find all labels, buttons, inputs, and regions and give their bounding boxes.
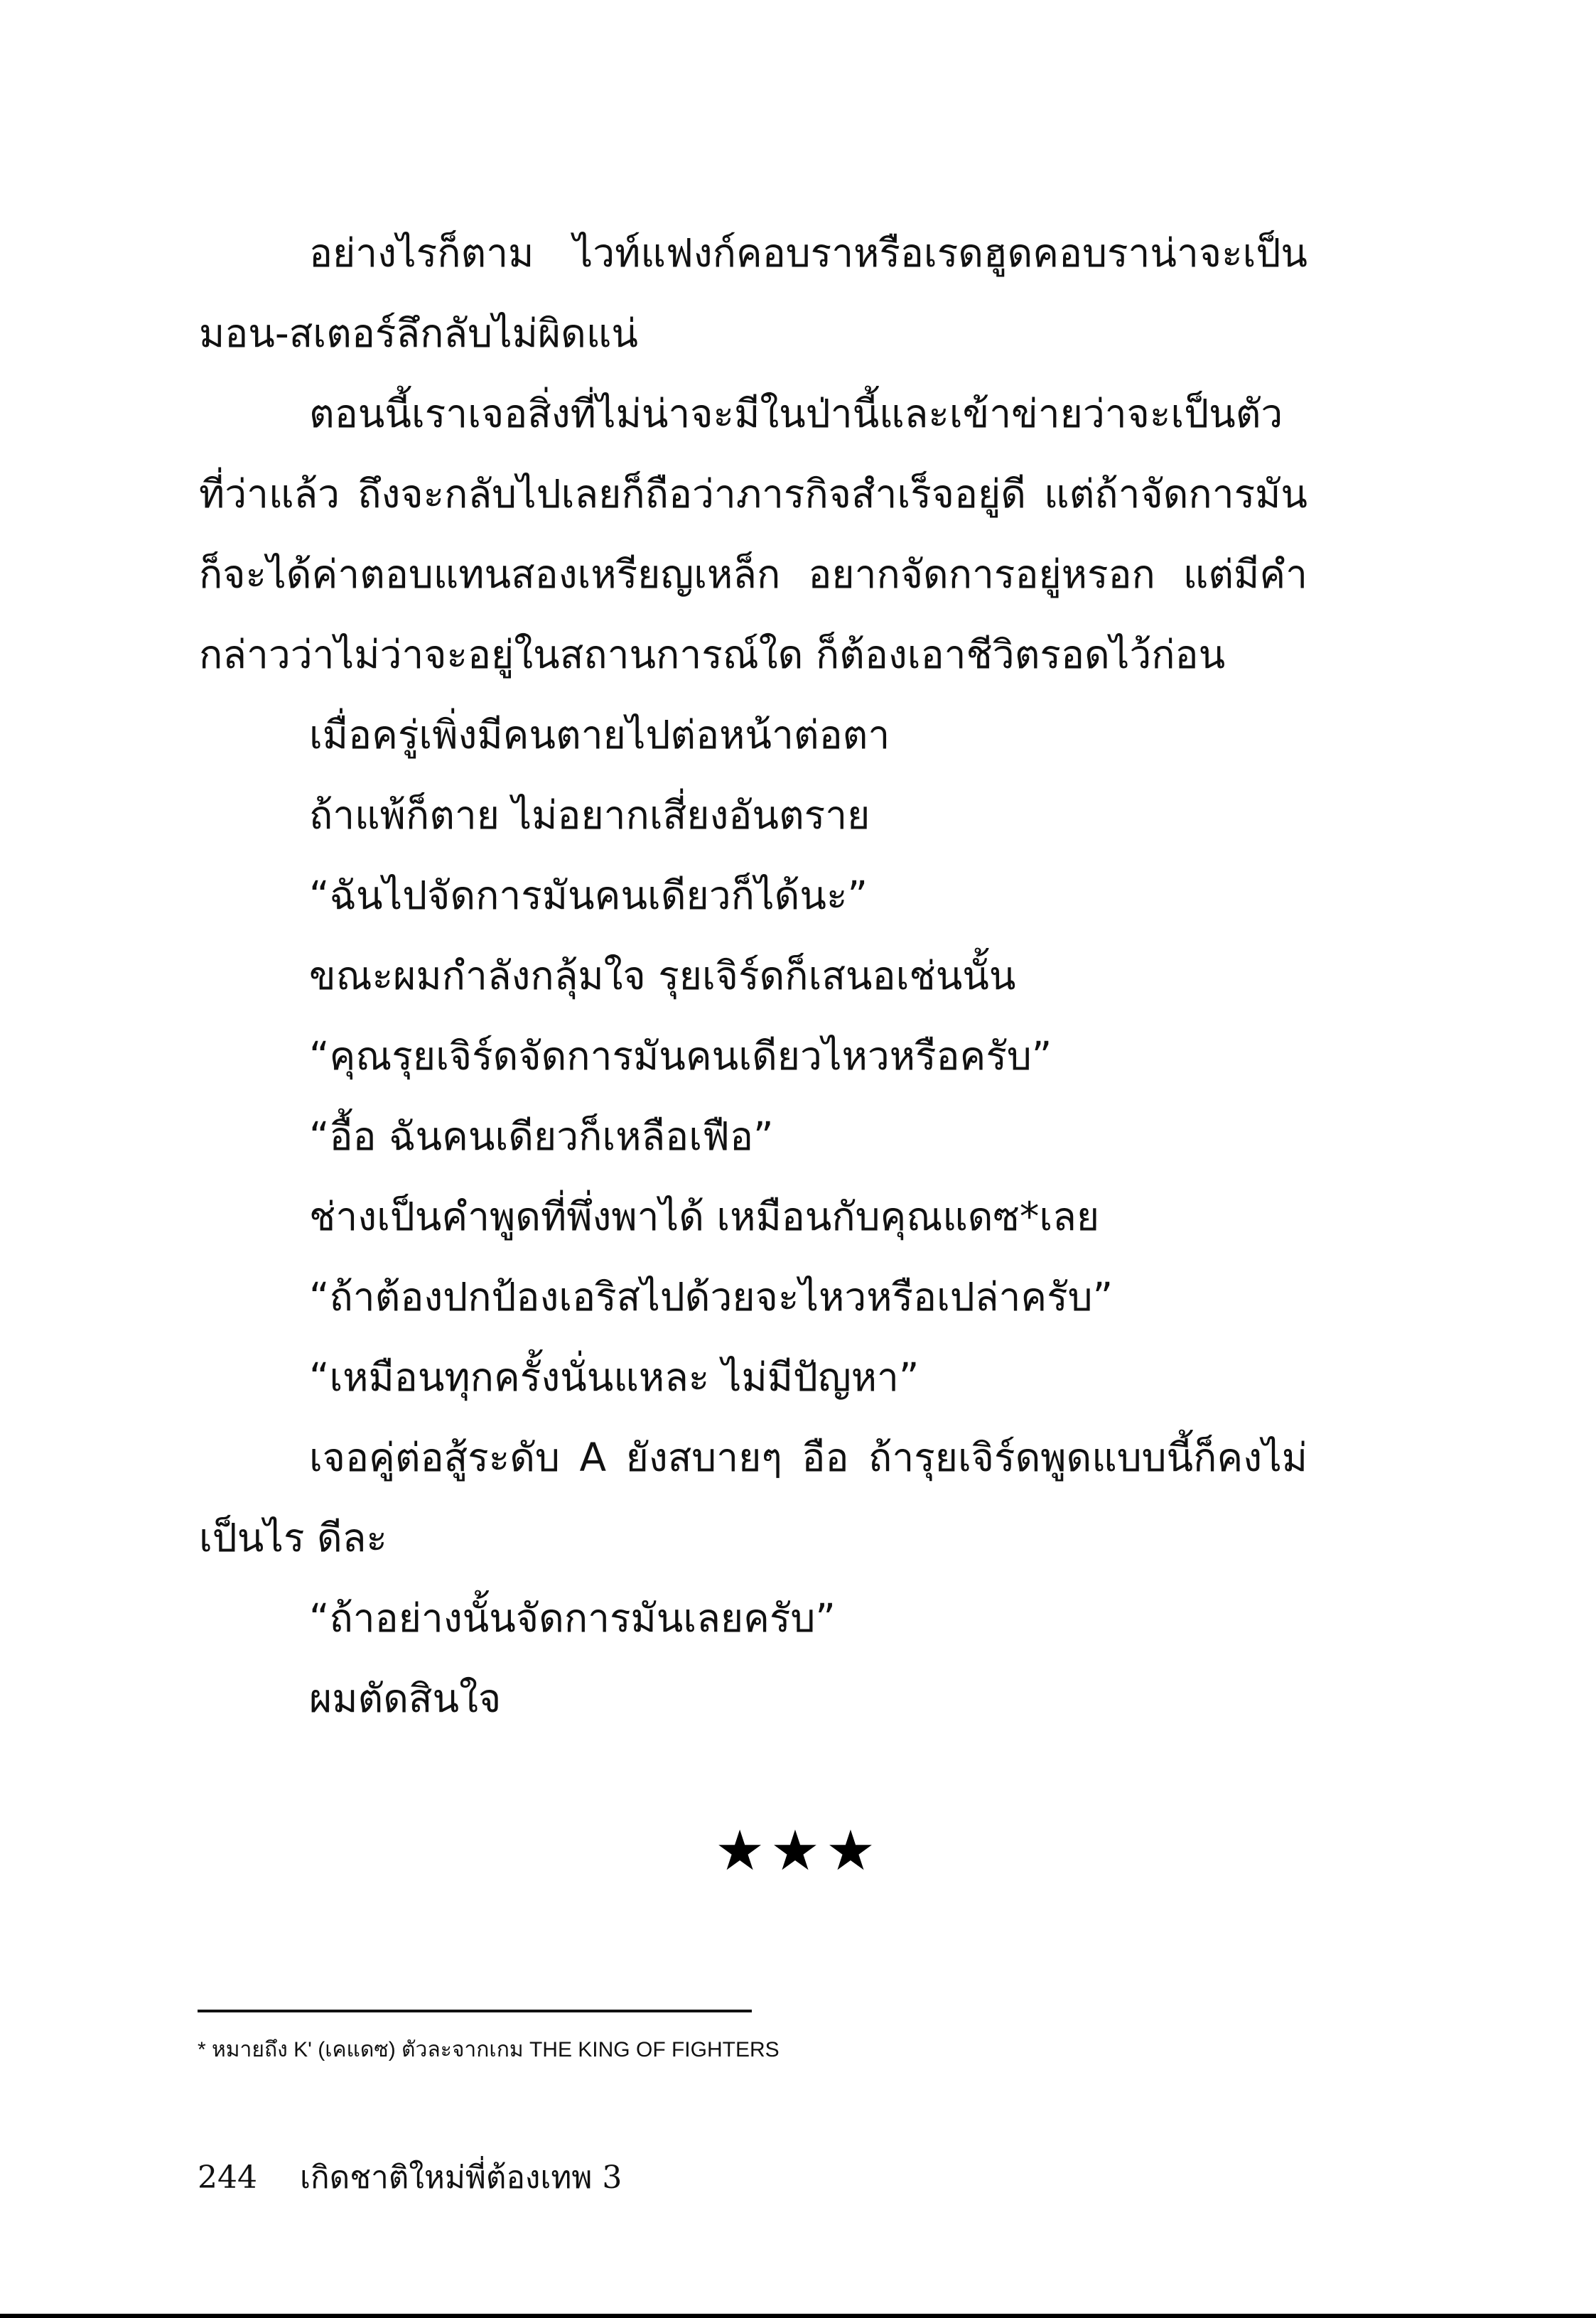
paragraph: เจอคู่ต่อสู้ระดับ A ยังสบายๆ อือ ถ้ารุยเจิร์ดพูดแบบนี้ก็คงไม่เป็นไร ดีละ <box>199 1435 1307 1560</box>
body-text <box>199 213 1307 1739</box>
dialogue-line: “ฉันไปจัดการมันคนเดียวก็ได้นะ” <box>309 873 868 918</box>
dialogue-line: “เหมือนทุกครั้งนั่นแหละ ไม่มีปัญหา” <box>309 1354 920 1400</box>
dialogue-line: “ถ้าอย่างนั้นจัดการมันเลยครับ” <box>309 1595 836 1641</box>
paragraph: ขณะผมกำลังกลุ้มใจ รุยเจิร์ดก็เสนอเช่นนั้น <box>309 953 1016 998</box>
page-footer <box>198 2157 622 2199</box>
dialogue-line: “ถ้าต้องปกป้องเอริสไปด้วยจะไหวหรือเปล่าครับ” <box>309 1274 1114 1320</box>
paragraph: อย่างไรก็ตาม ไวท์แฟงก์คอบราหรือเรดฮูดคอบราน่าจะเป็นมอน-สเตอร์ลึกลับไม่ผิดแน่ <box>199 230 1307 356</box>
footnote-divider <box>198 2010 752 2012</box>
paragraph: ถ้าแพ้ก็ตาย ไม่อยากเสี่ยงอันตราย <box>309 792 870 838</box>
section-break-stars: ★★★ <box>715 1819 881 1883</box>
dialogue-line: “คุณรุยเจิร์ดจัดการมันคนเดียวไหวหรือครับ” <box>309 1033 1052 1079</box>
page-number: 244 <box>198 2160 257 2196</box>
paragraph: เมื่อครู่เพิ่งมีคนตายไปต่อหน้าต่อตา <box>309 712 890 758</box>
book-title: เกิดชาติใหม่พี่ต้องเทพ 3 <box>299 2160 622 2196</box>
paragraph: ตอนนี้เราเจอสิ่งที่ไม่น่าจะมีในป่านี้และเข้าข่ายว่าจะเป็นตัวที่ว่าแล้ว ถึงจะกลับไปเลยก็ถือว่าภารกิจสำเร็จอยู่ดี แต่ถ้าจัดการมันก็จะได้ค่าตอบแทนสองเหรียญเหล็ก อยากจัดการอยู่หรอก แต่มีคำกล่าวว่าไม่ว่าจะอยู่ในสถานการณ์ใด ก็ต้องเอาชีวิตรอดไว้ก่อน <box>199 391 1307 677</box>
dialogue-line: “อื้อ ฉันคนเดียวก็เหลือเฟือ” <box>309 1114 774 1159</box>
footnote: * หมายถึง K' (เคแดซ) ตัวละจากเกม THE KING OF FIGHTERS <box>198 2038 780 2061</box>
paragraph: ช่างเป็นคำพูดที่พึ่งพาได้ เหมือนกับคุณแดซ*เลย <box>309 1194 1100 1239</box>
paragraph: ผมตัดสินใจ <box>309 1676 502 1721</box>
page-bottom-edge <box>0 2314 1596 2318</box>
